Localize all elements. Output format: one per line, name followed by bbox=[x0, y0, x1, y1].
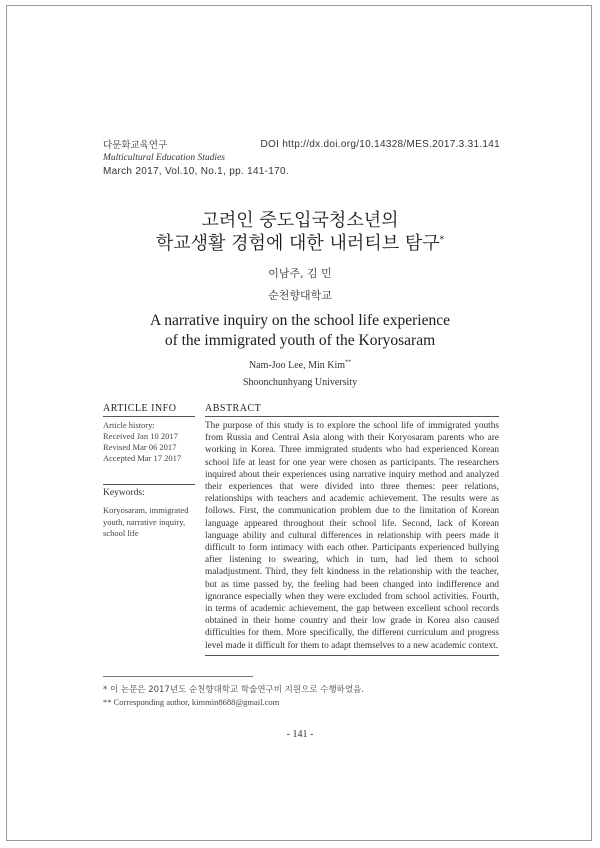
title-korean-line2: 학교생활 경험에 대한 내러티브 탐구 bbox=[155, 233, 440, 254]
volume-info: March 2017, Vol.10, No.1, pp. 141-170. bbox=[103, 166, 289, 177]
journal-name-korean: 다문화교육연구 bbox=[103, 140, 168, 151]
corresponding-author-mark[interactable]: ** bbox=[345, 359, 352, 366]
page-number: - 141 - bbox=[286, 729, 314, 740]
article-info-heading: ARTICLE INFO bbox=[103, 403, 195, 417]
journal-name-english: Multicultural Education Studies bbox=[103, 153, 225, 163]
received-date: Received Jan 10 2017 bbox=[103, 431, 178, 441]
title-english-line1: A narrative inquiry on the school life experience bbox=[150, 312, 450, 329]
article-info-panel bbox=[103, 403, 195, 540]
author-names: Nam-Joo Lee, Min Kim bbox=[248, 360, 346, 371]
doi-link[interactable]: DOI http://dx.doi.org/10.14328/MES.2017.3.31.141 bbox=[260, 139, 500, 150]
title-english-line2: of the immigrated youth of the Koryosaram bbox=[164, 332, 436, 349]
corresponding-author-footnote: ** Corresponding author, kimmin8688@gmail.com bbox=[103, 697, 280, 707]
affiliation-korean: 순천향대학교 bbox=[268, 289, 332, 302]
affiliation-english: Shoonchunhyang University bbox=[242, 377, 358, 388]
abstract-panel bbox=[205, 403, 499, 656]
revised-date: Revised Mar 06 2017 bbox=[103, 442, 177, 452]
funding-footnote: * 이 논문은 2017년도 순천향대학교 학술연구비 지원으로 수행하였음. bbox=[103, 685, 364, 695]
abstract-text: The purpose of this study is to explore the school life of immigrated youths from Russia and Central Asia along with their Koryosaram parents who are working in Korea. Three immigrated students who had experienced Korean school life at least for one year were chosen as participants. The researchers inquired about their experiences using narrative inquiry method and analyzed their experiences that were divided into three themes: peer relations, relationships with teachers and academic achievement. The results were as follows. First, the communication problem due to the limitation of Korean language appeared throughout their school life. Second, lack of Korean language ability and cultural differences in relationship with peers made it difficult to form intimacy with each other. Participants experienced bullying after listening to swearing, which in turn, had led them to school maladjustment. Third, they felt kindness in the relationship with the teacher, but as time passed by, the feeling had been changed into indifference and ignorance especially when they were excluded from school activities. Fourth, in terms of academic achievement, the gap between excellent school records obtained in their home country and their low grade in Korea also caused difficulties for them. More specifically, the different curriculum and progress level made it difficult for them to adapt themselves to a new academic context. bbox=[205, 421, 499, 651]
title-korean bbox=[0, 209, 600, 255]
history-divider bbox=[103, 484, 195, 485]
abstract-heading: ABSTRACT bbox=[205, 403, 499, 417]
footnote-divider bbox=[103, 676, 253, 677]
title-korean-line1: 고려인 중도입국청소년의 bbox=[201, 210, 399, 231]
accepted-date: Accepted Mar 17 2017 bbox=[103, 453, 182, 463]
keywords-list: Koryosaram, immigrated youth, narrative inquiry, school life bbox=[103, 505, 189, 538]
article-history bbox=[103, 417, 195, 464]
title-footnote-mark[interactable]: * bbox=[439, 235, 445, 245]
history-label: Article history: bbox=[103, 420, 155, 430]
abstract-divider bbox=[205, 655, 499, 656]
title-english bbox=[0, 311, 600, 351]
keywords-label: Keywords: bbox=[103, 488, 145, 498]
authors-english bbox=[0, 360, 600, 371]
authors-korean: 이남주, 김 민 bbox=[268, 267, 332, 280]
